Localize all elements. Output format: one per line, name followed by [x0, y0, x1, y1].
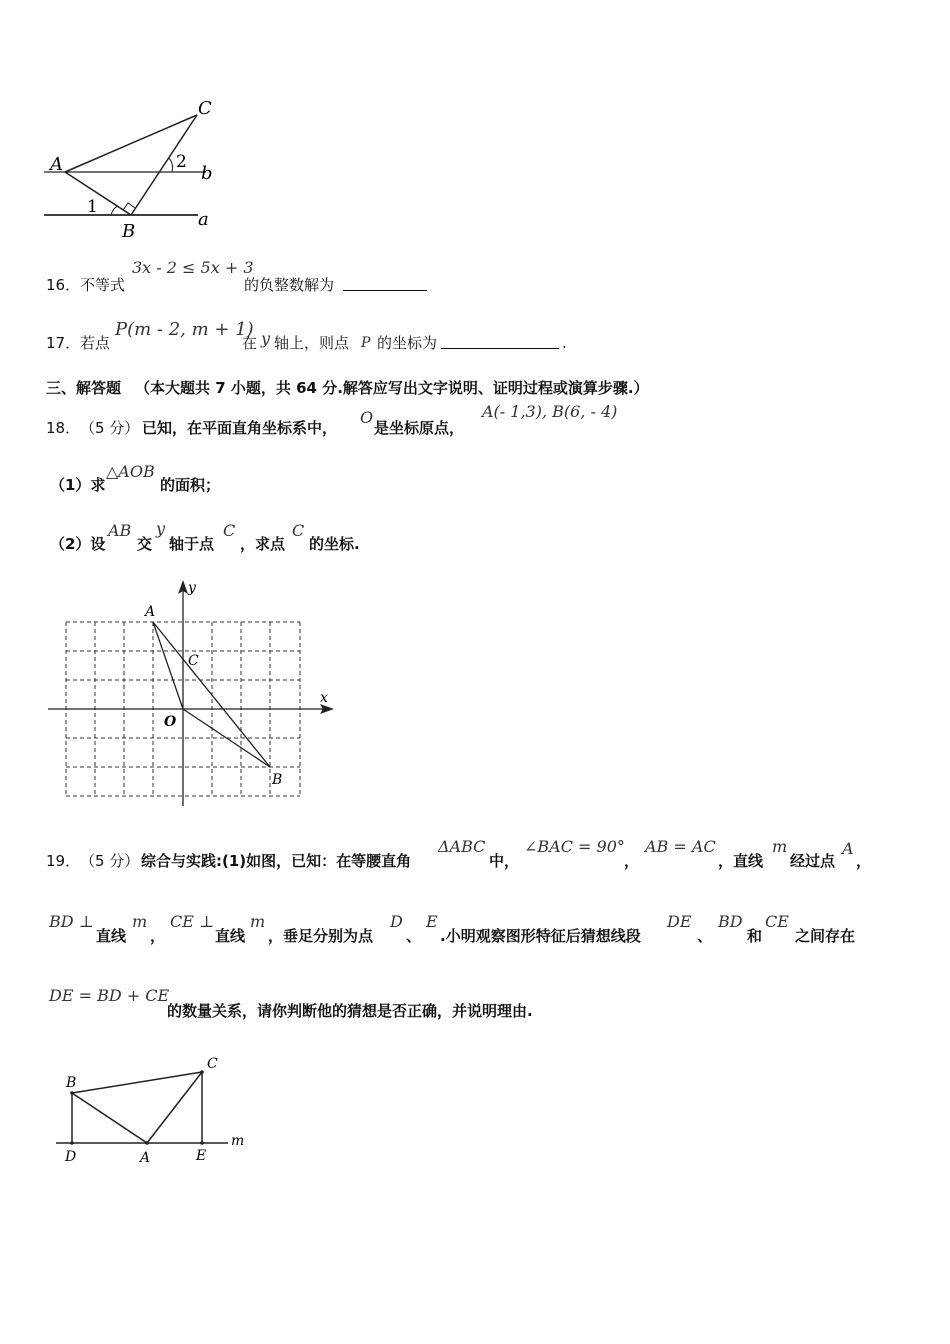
q17-answer-blank: [441, 334, 559, 349]
q18-part1-label: （1）求: [50, 476, 106, 494]
q19-number: 19．: [46, 852, 81, 870]
q18-var-o: O: [360, 408, 374, 427]
q18-part2-text-3: ，求点: [240, 535, 286, 553]
q18-score: （5 分）: [80, 419, 140, 437]
q19-triangle: ΔABC: [438, 837, 486, 856]
right-angle-mark: [123, 203, 135, 210]
q17-number: 17．: [46, 334, 81, 352]
q16-text-1: 不等式: [80, 276, 126, 294]
angle-1-arc: [111, 206, 118, 215]
label-a: A: [140, 1150, 151, 1166]
q19-line2-text-4: ，垂足分别为点: [268, 927, 374, 945]
q19-relation: DE = BD + CE: [49, 986, 170, 1005]
q18-text-1: 已知，在平面直角坐标系中，: [142, 419, 338, 437]
q19-line2-text-2: ，: [150, 927, 166, 945]
q19-a1: A: [842, 839, 854, 858]
q17-text-3: 轴上，则点: [274, 334, 350, 352]
label-c-point: C: [198, 98, 212, 119]
label-c: C: [188, 653, 199, 669]
q18-part1-formula: △AOB: [106, 462, 155, 481]
q19-text-6: ，: [856, 852, 872, 870]
q19-text-2: 中，: [489, 852, 520, 870]
angle-2-arc: [169, 158, 173, 172]
section-3-title: 三、解答题: [46, 379, 122, 397]
q18-number: 18．: [46, 419, 81, 437]
q19-line2-text-1: 直线: [96, 927, 127, 945]
q19-bd-perp: BD ⊥: [49, 912, 94, 931]
q19-line2-text-8: 和: [747, 927, 763, 945]
q19-de: DE: [667, 912, 692, 931]
q19-ce-perp: CE ⊥: [170, 912, 215, 931]
q19-line3-text-1: 的数量关系，请你判断他的猜想是否正确，并说明理由.: [167, 1002, 533, 1020]
label-line-b: b: [201, 163, 213, 184]
label-a: A: [145, 604, 156, 620]
figure-coordinate-grid: [44, 578, 344, 810]
q17-text-1: 若点: [80, 334, 111, 352]
q18-part2-c1: C: [223, 521, 236, 540]
figure-parallel-lines-triangle: [38, 92, 228, 242]
q17-formula: P(m - 2, m + 1): [115, 319, 254, 340]
q16-formula: 3x - 2 ≤ 5x + 3: [132, 258, 254, 277]
q19-text-4: ，直线: [718, 852, 764, 870]
label-a-point: A: [50, 154, 63, 175]
q18-points: A(- 1,3), B(6, - 4): [482, 402, 618, 421]
q19-text-1: 综合与实践:(1)如图，已知：在等腰直角: [141, 852, 412, 870]
q17-var-y: y: [261, 329, 271, 348]
point-e: [200, 1141, 204, 1145]
label-b: B: [66, 1075, 77, 1091]
segment-ac: [147, 1072, 202, 1143]
section-3-note: （本大题共 7 小题，共 64 分.解答应写出文字说明、证明过程或演算步骤.）: [135, 379, 649, 397]
figure-isosceles-right-triangle: [50, 1050, 250, 1168]
label-b-point: B: [122, 221, 136, 242]
q19-angle: ∠BAC = 90°: [524, 837, 625, 856]
q17-var-p: P: [361, 335, 371, 351]
q19-line2-text-3: 直线: [215, 927, 246, 945]
q19-line2-text-9: 之间存在: [795, 927, 856, 945]
q18-part2-c2: C: [292, 521, 305, 540]
q18-part2-text-1: 交: [137, 535, 153, 553]
q16-text-2: 的负整数解为: [244, 276, 335, 294]
q19-m1: m: [772, 837, 788, 856]
q16-number: 16．: [46, 276, 81, 294]
q17-text-4: 的坐标为: [377, 334, 438, 352]
q18-text-2: 是坐标原点，: [374, 419, 465, 437]
label-c: C: [207, 1056, 218, 1072]
q18-part1-tail: 的面积；: [160, 476, 221, 494]
q17-end: .: [562, 334, 567, 352]
q19-d: D: [390, 912, 403, 931]
q17-text-2: 在: [242, 334, 258, 352]
label-line-a: a: [198, 209, 209, 230]
point-a: [145, 1141, 149, 1145]
q19-ce: CE: [765, 912, 789, 931]
label-e: E: [196, 1148, 207, 1164]
segment-ab: [65, 172, 131, 215]
q19-e: E: [426, 912, 438, 931]
q19-text-5: 经过点: [790, 852, 836, 870]
point-d: [70, 1141, 74, 1145]
segment-ba: [72, 1093, 147, 1143]
segment-ao: [153, 622, 183, 709]
q18-part2-text-2: 轴于点: [169, 535, 215, 553]
q19-m3: m: [250, 912, 266, 931]
q19-line2-text-5: 、: [406, 927, 422, 945]
label-y: y: [188, 580, 196, 596]
q19-line2-text-6: .小明观察图形特征后猜想线段: [440, 927, 641, 945]
q18-part2-ab: AB: [108, 521, 132, 540]
label-b: B: [272, 772, 283, 788]
q19-equality: AB = AC: [645, 837, 716, 856]
segment-bc: [72, 1072, 202, 1093]
q19-bd: BD: [718, 912, 743, 931]
label-angle-2: 2: [176, 152, 187, 172]
label-angle-1: 1: [87, 197, 98, 217]
label-x: x: [320, 690, 328, 706]
q16-answer-blank: [343, 276, 427, 291]
q18-part2-label: （2）设: [50, 535, 106, 553]
q19-score: （5 分）: [80, 852, 140, 870]
label-o: O: [164, 714, 177, 730]
point-c: [200, 1070, 204, 1074]
label-m: m: [231, 1133, 245, 1149]
q19-text-3: ，: [624, 852, 640, 870]
q19-line2-text-7: 、: [697, 927, 713, 945]
point-b: [70, 1091, 74, 1095]
q19-m2: m: [132, 912, 148, 931]
q18-part2-text-4: 的坐标.: [309, 535, 360, 553]
q18-part2-y: y: [156, 519, 166, 538]
label-d: D: [65, 1149, 77, 1165]
